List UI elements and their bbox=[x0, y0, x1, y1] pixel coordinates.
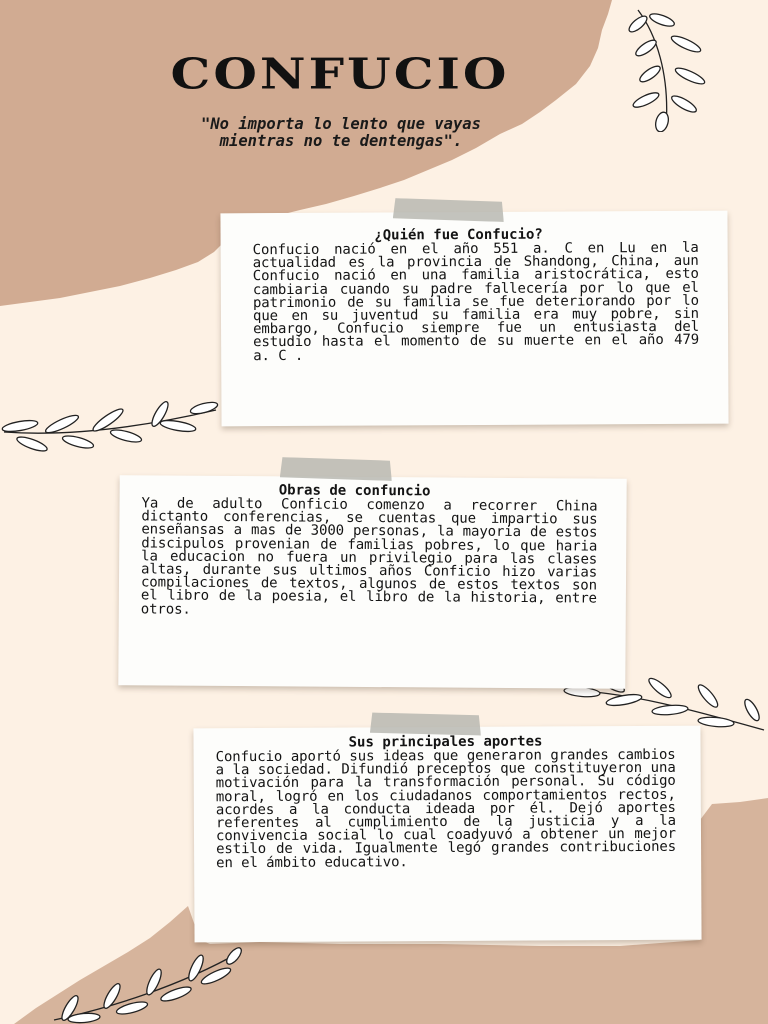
card-heading: Obras de confuncio bbox=[278, 482, 431, 500]
card-heading: ¿Quién fue Confucio? bbox=[374, 226, 543, 244]
card-body: Confucio aportó sus ideas que generaron grandes cambios a la sociedad. Difundió preceptos que constituyeron una motivación para la transformación personal. Su código moral, logró en los ciudadanos comportamientos rectos, acordes a la conducta ideada por él. Dejó aportes referentes al cumplimiento de la justicia y a la convivencia social lo cual coadyuvó a obtener un mejor estilo de vida. Igualmente legó grandes contribuciones en el ámbito educativo. bbox=[215, 746, 677, 871]
quote-line-2: mientras no te dentengas". bbox=[219, 132, 463, 150]
card-works bbox=[118, 475, 626, 689]
card-who-was-confucius bbox=[220, 211, 728, 427]
card-heading: Sus principales aportes bbox=[348, 733, 543, 751]
card-body: Confucio nació en el año 551 a. C en Lu en la actualidad es la provincia de Shandong, China, aun Confucio nació en una familia aristocrática, esto cambiaria cuando su padre fallecería por lo que el patrimonio de su familia se fue deteriorando por lo que en su juventud su familia era muy pobre, sin embargo, Confucio siempre fue un entusiasta del estudio hasta el momento de su muerte en el año 479 a. C . bbox=[252, 239, 700, 364]
page-title: CONFUCIO bbox=[170, 48, 510, 99]
quote-line-1: "No importa lo lento que vayas bbox=[201, 115, 481, 133]
leaf-branch-icon bbox=[626, 4, 718, 132]
card-contributions bbox=[193, 726, 701, 943]
leaf-branch-icon bbox=[50, 946, 244, 1024]
tape-strip bbox=[370, 713, 481, 736]
tape-strip bbox=[280, 457, 392, 481]
leaf-branch-icon bbox=[0, 400, 222, 458]
card-body: Ya de adulto Conficio comenzo a recorrer China dictanto conferencias, se cuentas que impartio sus enseñansas a mas de 3000 personas, la mayoria de estos discipulos provenian de familias pobres, lo que haria la educacion no fuera un privilegio para las clases altas, durante sus ultimos años Conficio hizo varias compilaciones de textos, algunos de estos textos son el libro de la poesia, el libro de la historia, entre otros. bbox=[140, 495, 598, 618]
tape-strip bbox=[393, 198, 504, 222]
quote bbox=[96, 116, 586, 150]
